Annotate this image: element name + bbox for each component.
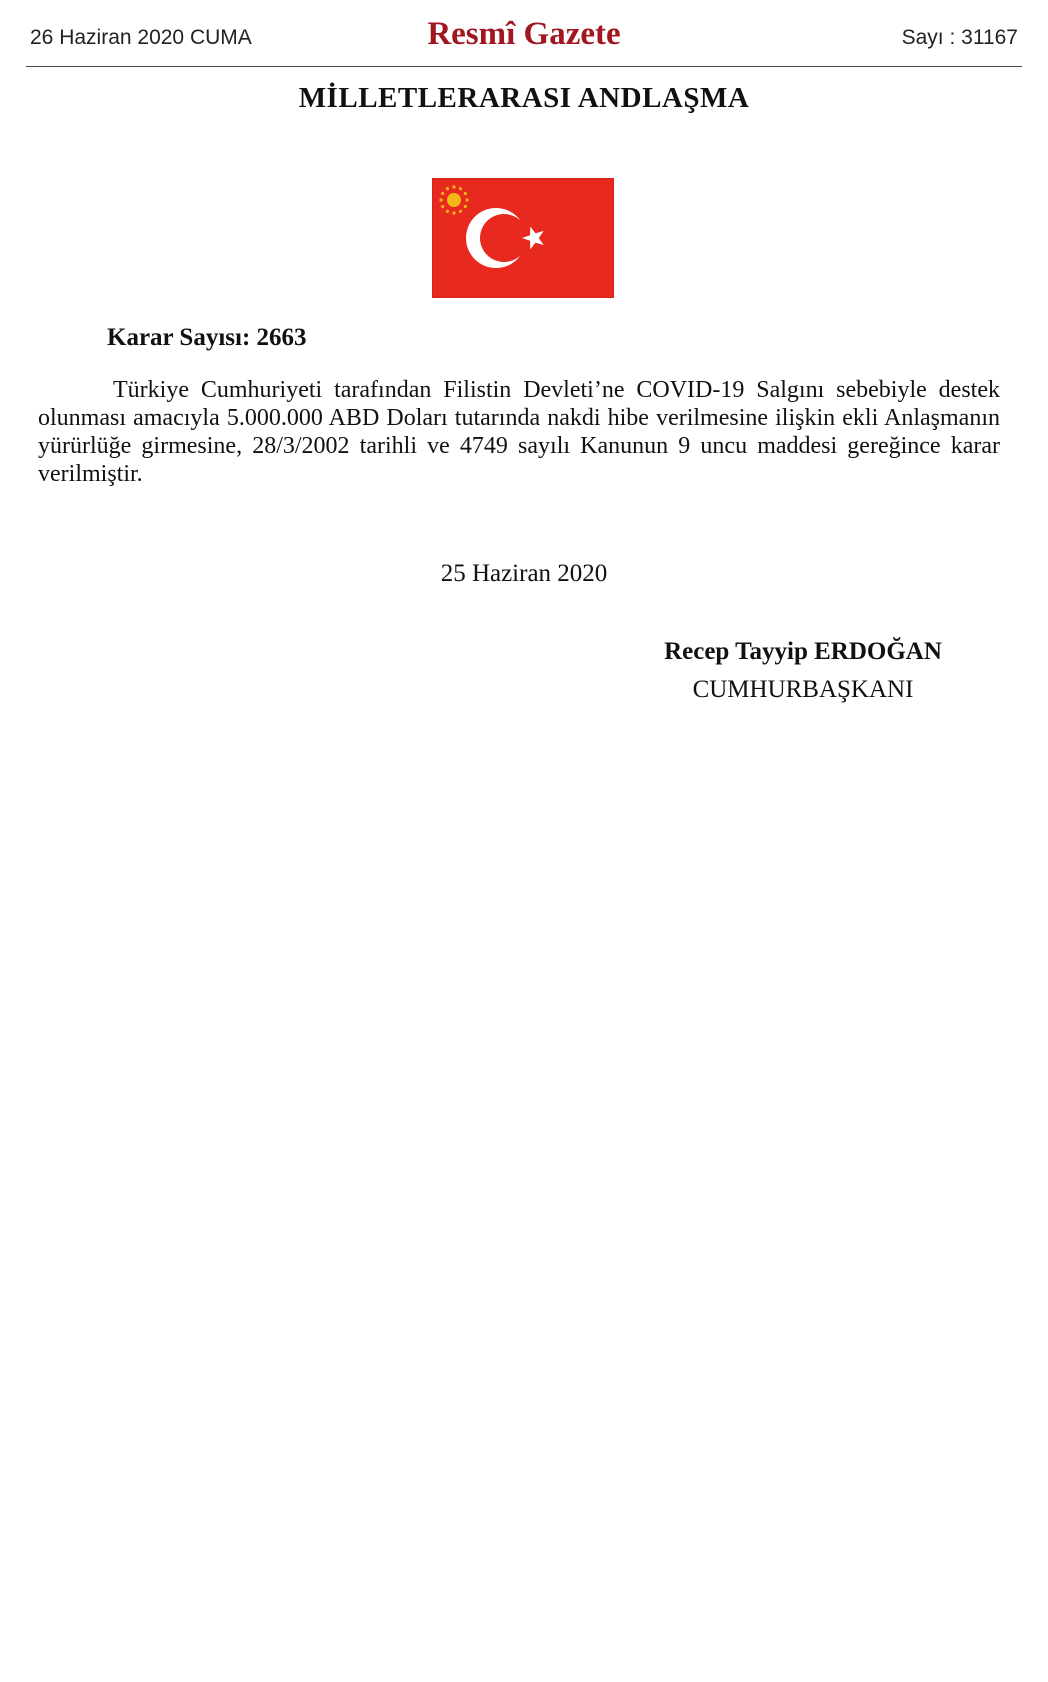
decision-body: Türkiye Cumhuriyeti tarafından Filistin Devleti’ne COVID-19 Salgını sebebiyle destek olunması amacıyla 5.000.000 ABD Doları tutarında nakdi hibe verilmesine ilişkin ekli Anlaşmanın yürürlüğe girmesine, 28/3/2002 tarihli ve 4749 sayılı Kanunun 9 uncu maddesi gereğince karar verilmiştir.: [38, 377, 1000, 487]
publication-date: 26 Haziran 2020 CUMA: [30, 26, 252, 49]
decision-value: 2663: [256, 324, 307, 351]
decision-label: Karar Sayısı:: [107, 324, 251, 351]
gazette-title: Resmî Gazete: [427, 16, 621, 52]
signatory-title: CUMHURBAŞKANI: [692, 676, 914, 703]
issue-number: Sayı : 31167: [901, 26, 1018, 49]
signatory-name: Recep Tayyip ERDOĞAN: [664, 638, 942, 665]
section-title: MİLLETLERARASI ANDLAŞMA: [298, 82, 750, 114]
signature-date: 25 Haziran 2020: [440, 560, 608, 587]
signatory-block: [622, 638, 984, 704]
decision-number: [107, 324, 307, 352]
gazette-header: [26, 14, 1022, 67]
turkish-flag-icon: [432, 178, 614, 298]
